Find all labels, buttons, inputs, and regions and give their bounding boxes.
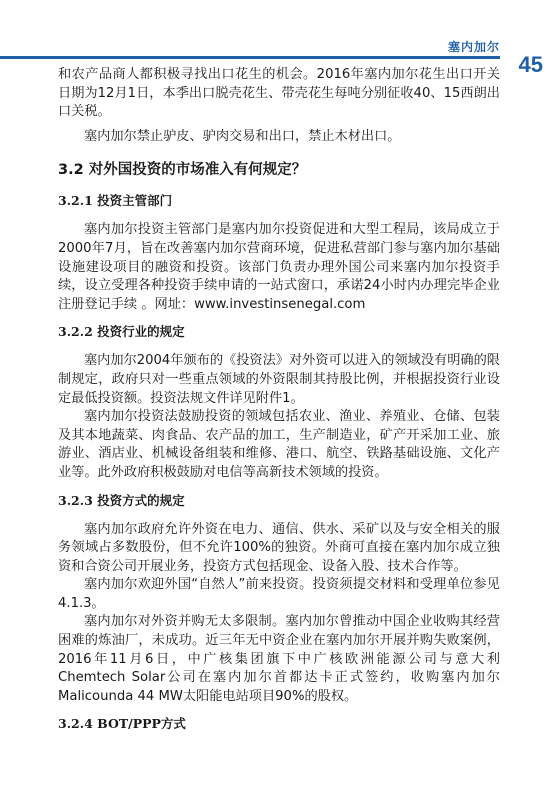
paragraph-investment-law: 塞内加尔2004年颁布的《投资法》对外资可以进入的领域没有明确的限制规定，政府只对一些重点领域的外资限制其持股比例，并根据投资行业设定最低投资额。投资法规文件详见附件1。 xyxy=(58,353,500,406)
intro-paragraph-continued: 和农产品商人都积极寻找出口花生的机会。2016年塞内加尔花生出口开关日期为12月1日，本季出口脱壳花生、带壳花生每吨分别征收40、15西朗出口关税。 xyxy=(58,67,500,120)
intro-paragraph-ban: 塞内加尔禁止驴皮、驴肉交易和出口，禁止木材出口。 xyxy=(84,128,401,144)
subsection-heading-3-2-4: 3.2.4 BOT/PPP方式 xyxy=(58,716,186,732)
subsection-heading-3-2-3: 3.2.3 投资方式的规定 xyxy=(58,492,185,508)
paragraph-mergers-acquisitions: 塞内加尔对外资并购无太多限制。塞内加尔曾推动中国企业收购其经营困难的炼油厂，未成功。近三年无中资企业在塞内加尔开展并购失败案例，2016年11月6日，中广核集团旗下中广核欧洲能源公司与意大利Chemtech Solar公司在塞内加尔首都达卡正式签约，收购塞内加尔Malicounda 44 MW太阳能电站项目90%的股权。 xyxy=(58,614,500,704)
paragraph-encouraged-sectors: 塞内加尔投资法鼓励投资的领域包括农业、渔业、养殖业、仓储、包装及其本地蔬菜、肉食品、农产品的加工，生产制造业，矿产开采加工业、旅游业、酒店业、机械设备组装和维修、港口、航空、铁路基础设施、文化产业等。此外政府积极鼓励对电信等高新技术领域的投资。 xyxy=(58,409,500,480)
running-header-country: 塞内加尔 xyxy=(447,40,500,54)
header-rule xyxy=(0,56,500,59)
subsection-heading-3-2-2: 3.2.2 投资行业的规定 xyxy=(58,324,185,340)
paragraph-investment-authority: 塞内加尔投资主管部门是塞内加尔投资促进和大型工程局，该局成立于2000年7月，旨在改善塞内加尔营商环境，促进私营部门参与塞内加尔基础设施建设项目的融资和投资。该部门负责办理外国公司来塞内加尔投资手续，设立受理各种投资手续申请的一站式窗口，承诺24小时内办理完毕企业注册登记手续 。网址：www.investinsenegal.com xyxy=(58,222,500,312)
subsection-heading-3-2-1: 3.2.1 投资主管部门 xyxy=(58,193,173,209)
page-body xyxy=(58,66,500,744)
paragraph-foreign-ownership: 塞内加尔政府允许外资在电力、通信、供水、采矿以及与安全相关的服务领域占多数股份，但不允许100%的独资。外商可直接在塞内加尔成立独资和合资公司开展业务，投资方式包括现金、设备入股、技术合作等。 xyxy=(58,521,500,574)
section-heading-3-2: 3.2 对外国投资的市场准入有何规定？ xyxy=(58,162,307,179)
page-number: 45 xyxy=(518,52,543,77)
paragraph-natural-persons: 塞内加尔欢迎外国“自然人”前来投资。投资须提交材料和受理单位参见4.1.3。 xyxy=(58,577,500,611)
